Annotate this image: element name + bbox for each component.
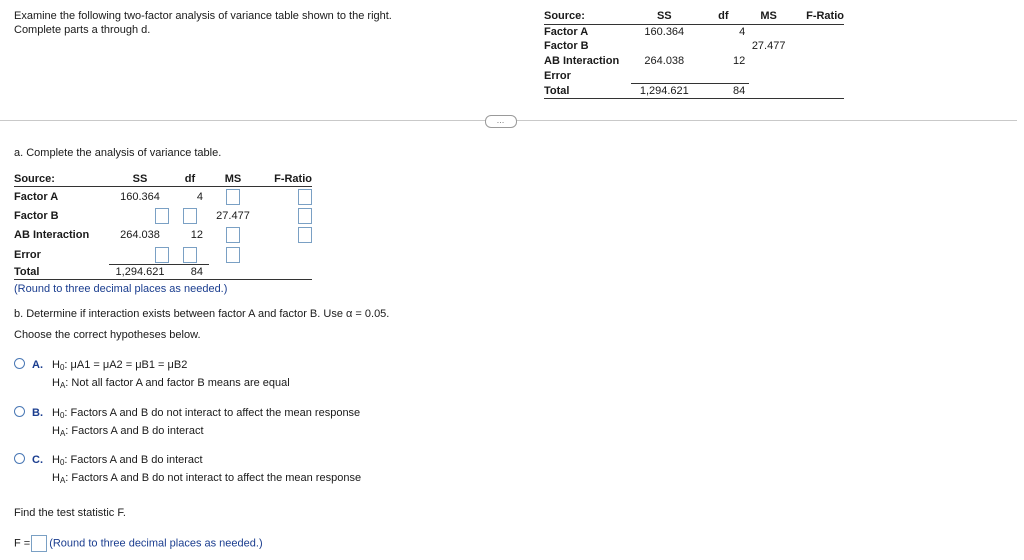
ms-value: 27.477 [216, 209, 250, 222]
option-b-ha: $H_A$: Factors A and B do interact [52, 425, 204, 438]
error-ms-input[interactable] [226, 247, 240, 263]
header-df: df [184, 173, 196, 185]
ref-source: Total [544, 84, 570, 97]
header-ss: SS [132, 173, 148, 185]
source-label: AB Interaction [14, 229, 90, 242]
ref-source: Factor B [544, 40, 589, 53]
header-ms: MS [224, 173, 242, 185]
ref-df [697, 39, 749, 54]
df-value: 84 [171, 265, 209, 280]
expand-button[interactable]: … [485, 115, 517, 128]
option-a-h0: $H_0$: μA1 = μA2 = μB1 = μB2 [52, 359, 188, 372]
ref-ms [749, 83, 788, 99]
choose-hypotheses-text: Choose the correct hypotheses below. [14, 329, 201, 341]
ref-f [788, 24, 844, 39]
factor-b-ss-input[interactable] [155, 208, 169, 224]
ref-source: AB Interaction [544, 54, 620, 67]
table-row [544, 83, 844, 99]
error-df-input[interactable] [183, 247, 197, 263]
radio-button-icon[interactable] [14, 406, 25, 417]
answer-header-row [14, 172, 312, 187]
df-value: 12 [190, 229, 203, 242]
ab-ms-input[interactable] [226, 227, 240, 243]
table-row [14, 206, 312, 225]
error-ss-input[interactable] [155, 247, 169, 263]
ref-f [788, 39, 844, 54]
ref-ss [631, 39, 697, 54]
source-label: Error [14, 248, 41, 261]
ref-ms: 27.477 [751, 40, 786, 53]
ref-header-f: F-Ratio [806, 10, 844, 23]
option-a[interactable] [14, 356, 414, 392]
ref-f [788, 68, 844, 83]
ref-f [788, 54, 844, 69]
ref-ss [631, 68, 697, 83]
option-b-h0: $H_0$: Factors A and B do not interact to affect the mean response [52, 407, 361, 420]
f-round-note: (Round to three decimal places as needed.) [49, 537, 263, 550]
option-a-ha: $H_A$: Not all factor A and factor B means are equal [52, 377, 290, 390]
table-row [544, 24, 844, 39]
ref-header-ms: MS [760, 10, 777, 23]
table-row [14, 245, 312, 265]
table-row [14, 226, 312, 245]
source-label: Factor B [14, 209, 59, 222]
option-letter: B. [32, 407, 43, 419]
option-c-ha: $H_A$: Factors A and B do not interact to affect the mean response [52, 472, 362, 485]
table-row [544, 54, 844, 69]
ref-ss: 264.038 [644, 54, 685, 67]
instructions-text: Examine the following two-factor analysis of variance table shown to the right. Complete parts a through d. [14, 10, 392, 36]
f-label: F = [14, 537, 31, 550]
table-row [544, 39, 844, 54]
factor-b-df-input[interactable] [183, 208, 197, 224]
header-source: Source: [14, 173, 55, 185]
ref-source: Factor A [544, 25, 589, 38]
table-row [14, 187, 312, 207]
ss-value: 264.038 [120, 229, 160, 242]
df-value: 4 [196, 190, 203, 203]
ss-value: 1,294.621 [109, 265, 171, 280]
option-b[interactable] [14, 404, 414, 440]
f-statistic-input[interactable] [31, 535, 47, 552]
find-statistic-text: Find the test statistic F. [14, 507, 126, 519]
ref-header-df: df [718, 10, 729, 23]
ref-df [697, 68, 749, 83]
radio-button-icon[interactable] [14, 453, 25, 464]
f-statistic-line [14, 535, 263, 552]
ref-ms [749, 54, 788, 69]
ref-df: 84 [697, 83, 749, 99]
ref-header-source: Source: [544, 10, 585, 23]
anova-answer-table [14, 172, 312, 280]
ref-header-ss: SS [656, 10, 672, 23]
ref-f [788, 83, 844, 99]
factor-b-f-input[interactable] [298, 208, 312, 224]
ref-ss: 160.364 [644, 25, 685, 38]
ref-ms [749, 68, 788, 83]
ref-df: 4 [739, 25, 746, 38]
factor-a-ms-input[interactable] [226, 189, 240, 205]
option-c[interactable] [14, 451, 414, 487]
source-label: Total [14, 265, 40, 278]
source-label: Factor A [14, 190, 59, 203]
reference-anova-table [544, 9, 844, 99]
table-row [14, 265, 312, 280]
ref-ss: 1,294.621 [631, 83, 697, 99]
part-a-prompt: a. Complete the analysis of variance table. [14, 147, 222, 159]
ref-ms [749, 24, 788, 39]
ss-value: 160.364 [120, 190, 160, 203]
table-row [544, 68, 844, 83]
radio-button-icon[interactable] [14, 358, 25, 369]
round-note: (Round to three decimal places as needed.) [14, 283, 228, 295]
reference-header-row [544, 9, 844, 24]
ref-df: 12 [732, 54, 746, 67]
header-f: F-Ratio [274, 173, 312, 185]
option-letter: C. [32, 454, 43, 466]
ab-f-input[interactable] [298, 227, 312, 243]
part-b-prompt: b. Determine if interaction exists between factor A and factor B. Use α = 0.05. [14, 308, 390, 320]
option-c-h0: $H_0$: Factors A and B do interact [52, 454, 203, 467]
option-letter: A. [32, 359, 43, 371]
factor-a-f-input[interactable] [298, 189, 312, 205]
ref-source: Error [544, 69, 571, 82]
